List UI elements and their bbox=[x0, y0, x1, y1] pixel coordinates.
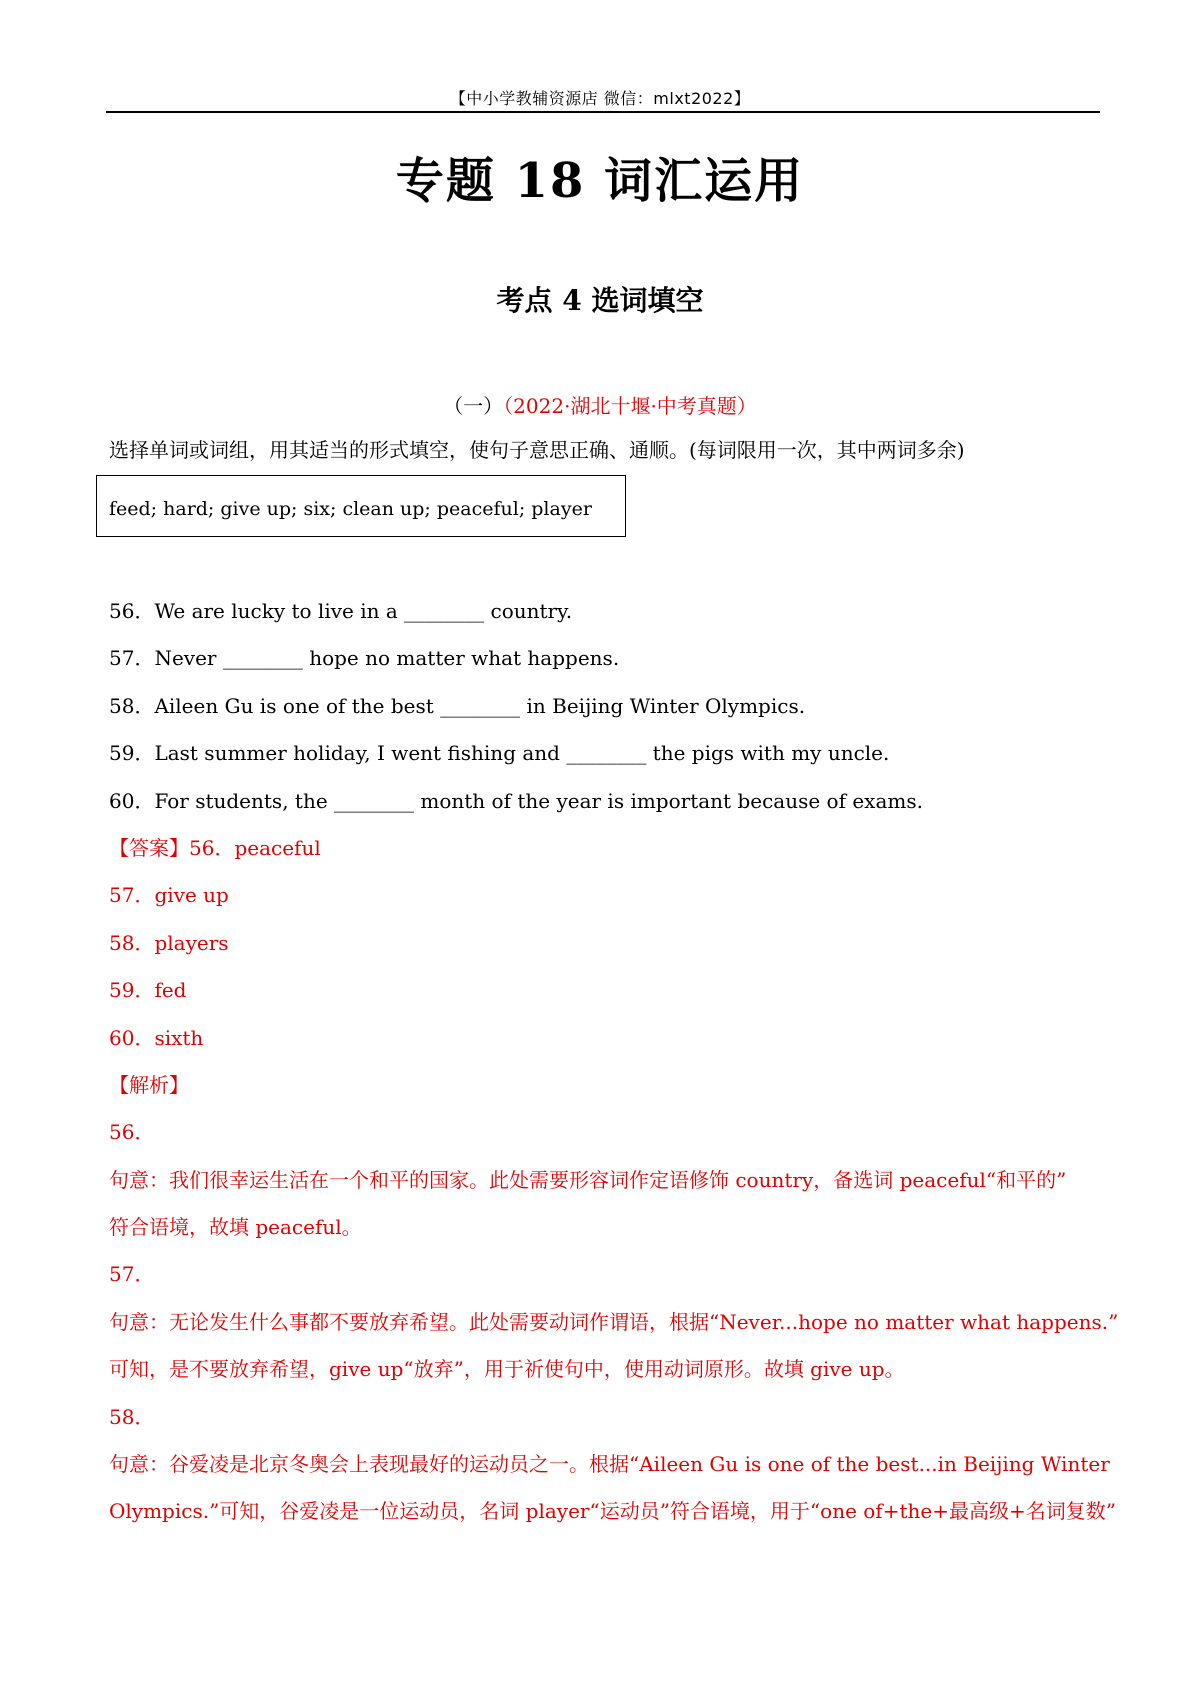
analysis-line: 句意：无论发生什么事都不要放弃希望。此处需要动词作谓语，根据“Never...hope no matter what happens.” bbox=[109, 1309, 1119, 1334]
analysis-line: 符合语境，故填 peaceful。 bbox=[109, 1215, 362, 1240]
analysis-line: 56． bbox=[109, 1120, 155, 1145]
answer-56: 【答案】56．peaceful bbox=[109, 835, 321, 860]
question-source bbox=[0, 390, 1200, 419]
analysis-line: 可知，是不要放弃希望，give up“放弃”，用于祈使句中，使用动词原形。故填 give up。 bbox=[109, 1357, 905, 1382]
source-text: （2022·湖北十堰·中考真题） bbox=[503, 394, 757, 418]
instruction-text: 选择单词或词组，用其适当的形式填空，使句子意思正确、通顺。(每词限用一次，其中两词多余) bbox=[109, 438, 965, 462]
word-bank-box: feed; hard; give up; six; clean up; peaceful; player bbox=[96, 475, 626, 537]
answer-59: 59．fed bbox=[109, 978, 187, 1003]
answer-60: 60．sixth bbox=[109, 1025, 204, 1050]
content-lines bbox=[109, 598, 1119, 1546]
question-58: 58．Aileen Gu is one of the best ________ in Beijing Winter Olympics. bbox=[109, 693, 806, 718]
question-60: 60．For students, the ________ month of the year is important because of exams. bbox=[109, 788, 923, 813]
analysis-line: 句意：我们很幸运生活在一个和平的国家。此处需要形容词作定语修饰 country，备选词 peaceful“和平的” bbox=[109, 1167, 1067, 1192]
page-header: 【中小学教辅资源店 微信：mlxt2022】 bbox=[449, 89, 751, 108]
analysis-label: 【解析】 bbox=[109, 1072, 189, 1097]
source-prefix: （一） bbox=[443, 394, 504, 418]
header-rule bbox=[106, 111, 1100, 113]
analysis-line: 57． bbox=[109, 1262, 155, 1287]
question-56: 56．We are lucky to live in a ________ country. bbox=[109, 599, 573, 623]
analysis-line: 58． bbox=[109, 1404, 155, 1429]
section-subtitle: 考点 4 选词填空 bbox=[496, 284, 704, 317]
answer-57: 57．give up bbox=[109, 883, 229, 908]
answer-58: 58．players bbox=[109, 930, 229, 955]
question-59: 59．Last summer holiday, I went fishing and ________ the pigs with my uncle. bbox=[109, 741, 890, 766]
page-title: 专题 18 词汇运用 bbox=[395, 153, 805, 209]
question-57: 57．Never ________ hope no matter what happens. bbox=[109, 646, 620, 671]
analysis-line: Olympics.”可知，谷爱凌是一位运动员，名词 player“运动员”符合语境，用于“one of+the+最高级+名词复数” bbox=[109, 1499, 1116, 1524]
analysis-line: 句意：谷爱凌是北京冬奥会上表现最好的运动员之一。根据“Aileen Gu is one of the best...in Beijing Winter bbox=[109, 1452, 1110, 1477]
